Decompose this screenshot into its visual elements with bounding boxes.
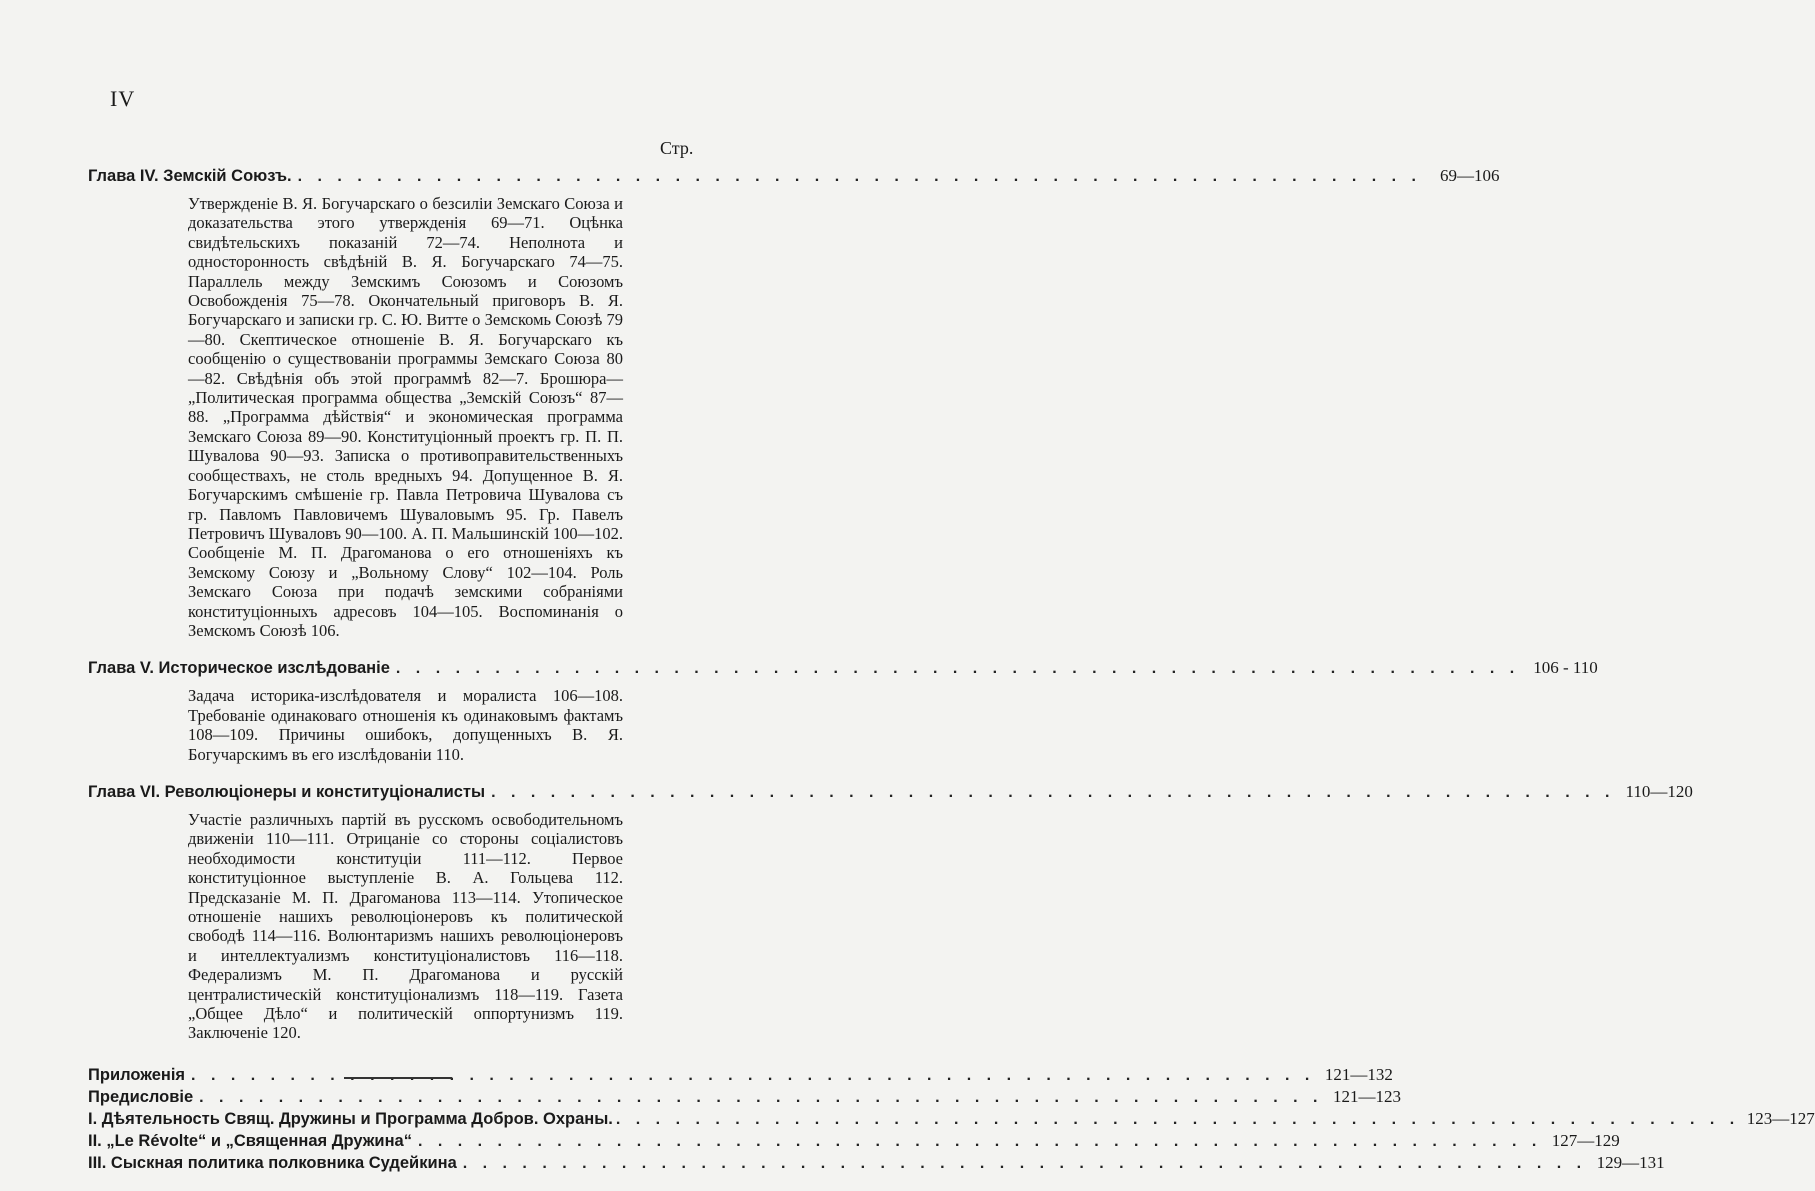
appendix-pages: 129—131	[1596, 1152, 1665, 1172]
appendix-pages: 121—132	[1324, 1064, 1393, 1084]
appendix-list	[88, 1064, 1815, 1173]
appendix-title: Приложенія	[88, 1065, 186, 1084]
dot-leader: . . . . . . . . . . . . . . . . . . . . . . . . . . . . . . . . . . . . . . . . . . . . . . . . . . . . . . . . .	[462, 1154, 1587, 1172]
page-number: IV	[110, 86, 136, 111]
appendix-entry	[88, 1152, 1665, 1173]
toc-entry	[88, 658, 1598, 678]
dot-leader: . . . . . . . . . . . . . . . . . . . . . . . . . . . . . . . . . . . . . . . . . . . . . . . . . . . . . . . . .	[491, 783, 1615, 801]
dot-leader: . . . . . . . . . . . . . . . . . . . . . . . . . . . . . . . . . . . . . . . . . . . . . . . . . . . . . . . . .	[395, 660, 1520, 678]
appendix-title: III. Сыскная политика полковника Судейкина	[88, 1153, 457, 1172]
appendix-pages: 123—127	[1746, 1108, 1815, 1128]
chapter-5	[88, 658, 1598, 764]
chapter-pages: 106 - 110	[1533, 658, 1598, 678]
dot-leader: . . . . . . . . . . . . . . . . . . . . . . . . . . . . . . . . . . . . . . . . . . . . . . . . . . . . . . . . .	[417, 1132, 1542, 1150]
dot-leader: . . . . . . . . . . . . . . . . . . . . . . . . . . . . . . . . . . . . . . . . . . . . . . . . . . . . . . . . .	[191, 1066, 1315, 1084]
chapter-4	[88, 166, 1500, 640]
chapter-6	[88, 781, 1693, 1043]
chapter-title: Глава V. Историческое изслѣдованіе	[88, 659, 390, 678]
closing-rule	[344, 1077, 452, 1079]
appendix-entry	[88, 1064, 1393, 1085]
appendix-title: II. „Le Révolte“ и „Священная Дружина“	[88, 1131, 412, 1150]
appendix-entry	[88, 1108, 1815, 1129]
dot-leader: . . . . . . . . . . . . . . . . . . . . . . . . . . . . . . . . . . . . . . . . . . . . . . . . . . . . . . . . .	[297, 168, 1422, 185]
pages-column-label: Стр.	[660, 138, 694, 158]
appendix-pages: 121—123	[1332, 1086, 1401, 1106]
chapter-pages: 69—106	[1439, 166, 1500, 185]
appendix-pages: 127—129	[1551, 1130, 1620, 1150]
chapter-summary: Задача историка-изслѣдователя и моралиста 106—108. Требованіе одинаковаго отношенія къ одинаковымъ фактамъ 108—109. Причины ошибокъ, допущенныхъ В. Я. Богучарскимъ въ его изслѣдованіи 110.	[188, 686, 623, 764]
chapter-summary: Участіе различныхъ партій въ русскомъ освободительномъ движеніи 110—111. Отрицаніе со стороны соціалистовъ необходимости конституціи 111—112. Первое конституціонное выступленіе В. А. Гольцева 112. Предсказаніе М. П. Драгоманова 113—114. Утопическое отношеніе нашихъ революціонеровъ къ политической свободѣ 114—116. Волюнтаризмъ нашихъ революціонеровъ и интеллектуализмъ конституціоналистовъ 116—118. Федерализмъ М. П. Драгоманова и русскій централистическій конституціонализмъ 118—119. Газета „Общее Дѣло“ и политическій оппортунизмъ 119. Заключеніе 120.	[188, 809, 623, 1043]
appendix-entry	[88, 1086, 1401, 1107]
dot-leader: . . . . . . . . . . . . . . . . . . . . . . . . . . . . . . . . . . . . . . . . . . . . . . . . . . . . . . . . .	[615, 1110, 1740, 1128]
appendix-title: I. Дѣятельность Свящ. Дружины и Программа Добров. Охраны.	[88, 1109, 613, 1128]
chapter-title: Глава IV. Земскій Союзъ.	[88, 167, 292, 185]
chapter-pages: 110—120	[1625, 781, 1693, 801]
appendix-title: Предисловіе	[88, 1087, 194, 1106]
chapter-summary: Утвержденіе В. Я. Богучарскаго о безсиліи Земскаго Союза и доказательства этого утвержденія 69—71. Оцѣнка свидѣтельскихъ показаній 72—74. Неполнота и односторонность свѣдѣній В. Я. Богучарскаго 74—75. Параллель между Земскимъ Союзомъ и Союзомъ Освобожденія 75—78. Окончательный приговоръ В. Я. Богучарскаго и записки гр. С. Ю. Витте о Земскомь Союзѣ 79—80. Скептическое отношеніе В. Я. Богучарскаго къ сообщенію о существованіи программы Земскаго Союза 80—82. Свѣдѣнія объ этой программѣ 82—7. Брошюра—„Политическая программа общества „Земскій Союзъ“ 87—88. „Программа дѣйствія“ и экономическая программа Земскаго Союза 89—90. Конституціонный проектъ гр. П. П. Шувалова 90—93. Записка о противоправительственныхъ сообществахъ, не столь вредныхъ 94. Допущенное В. Я. Богучарскимъ смѣшеніе гр. Павла Петровича Шувалова съ гр. Павломъ Павловичемъ Шуваловымъ 95. Гр. Павелъ Петровичъ Шуваловъ 90—100. А. П. Мальшинскій 100—102. Сообщеніе М. П. Драгоманова о его отношеніяхъ къ Земскому Союзу и „Вольному Слову“ 102—104. Роль Земскаго Союза при подачѣ земскими собраніями конституціонныхъ адресовъ 104—105. Воспоминанія о Земскомъ Союзѣ 106.	[188, 194, 623, 640]
dot-leader: . . . . . . . . . . . . . . . . . . . . . . . . . . . . . . . . . . . . . . . . . . . . . . . . . . . . . . . . .	[199, 1088, 1323, 1106]
appendix-entry	[88, 1130, 1620, 1151]
toc-entry	[88, 166, 1500, 186]
table-of-contents	[88, 166, 1815, 1175]
chapter-title: Глава VI. Революціонеры и конституціоналисты	[88, 782, 486, 801]
toc-entry	[88, 781, 1693, 802]
